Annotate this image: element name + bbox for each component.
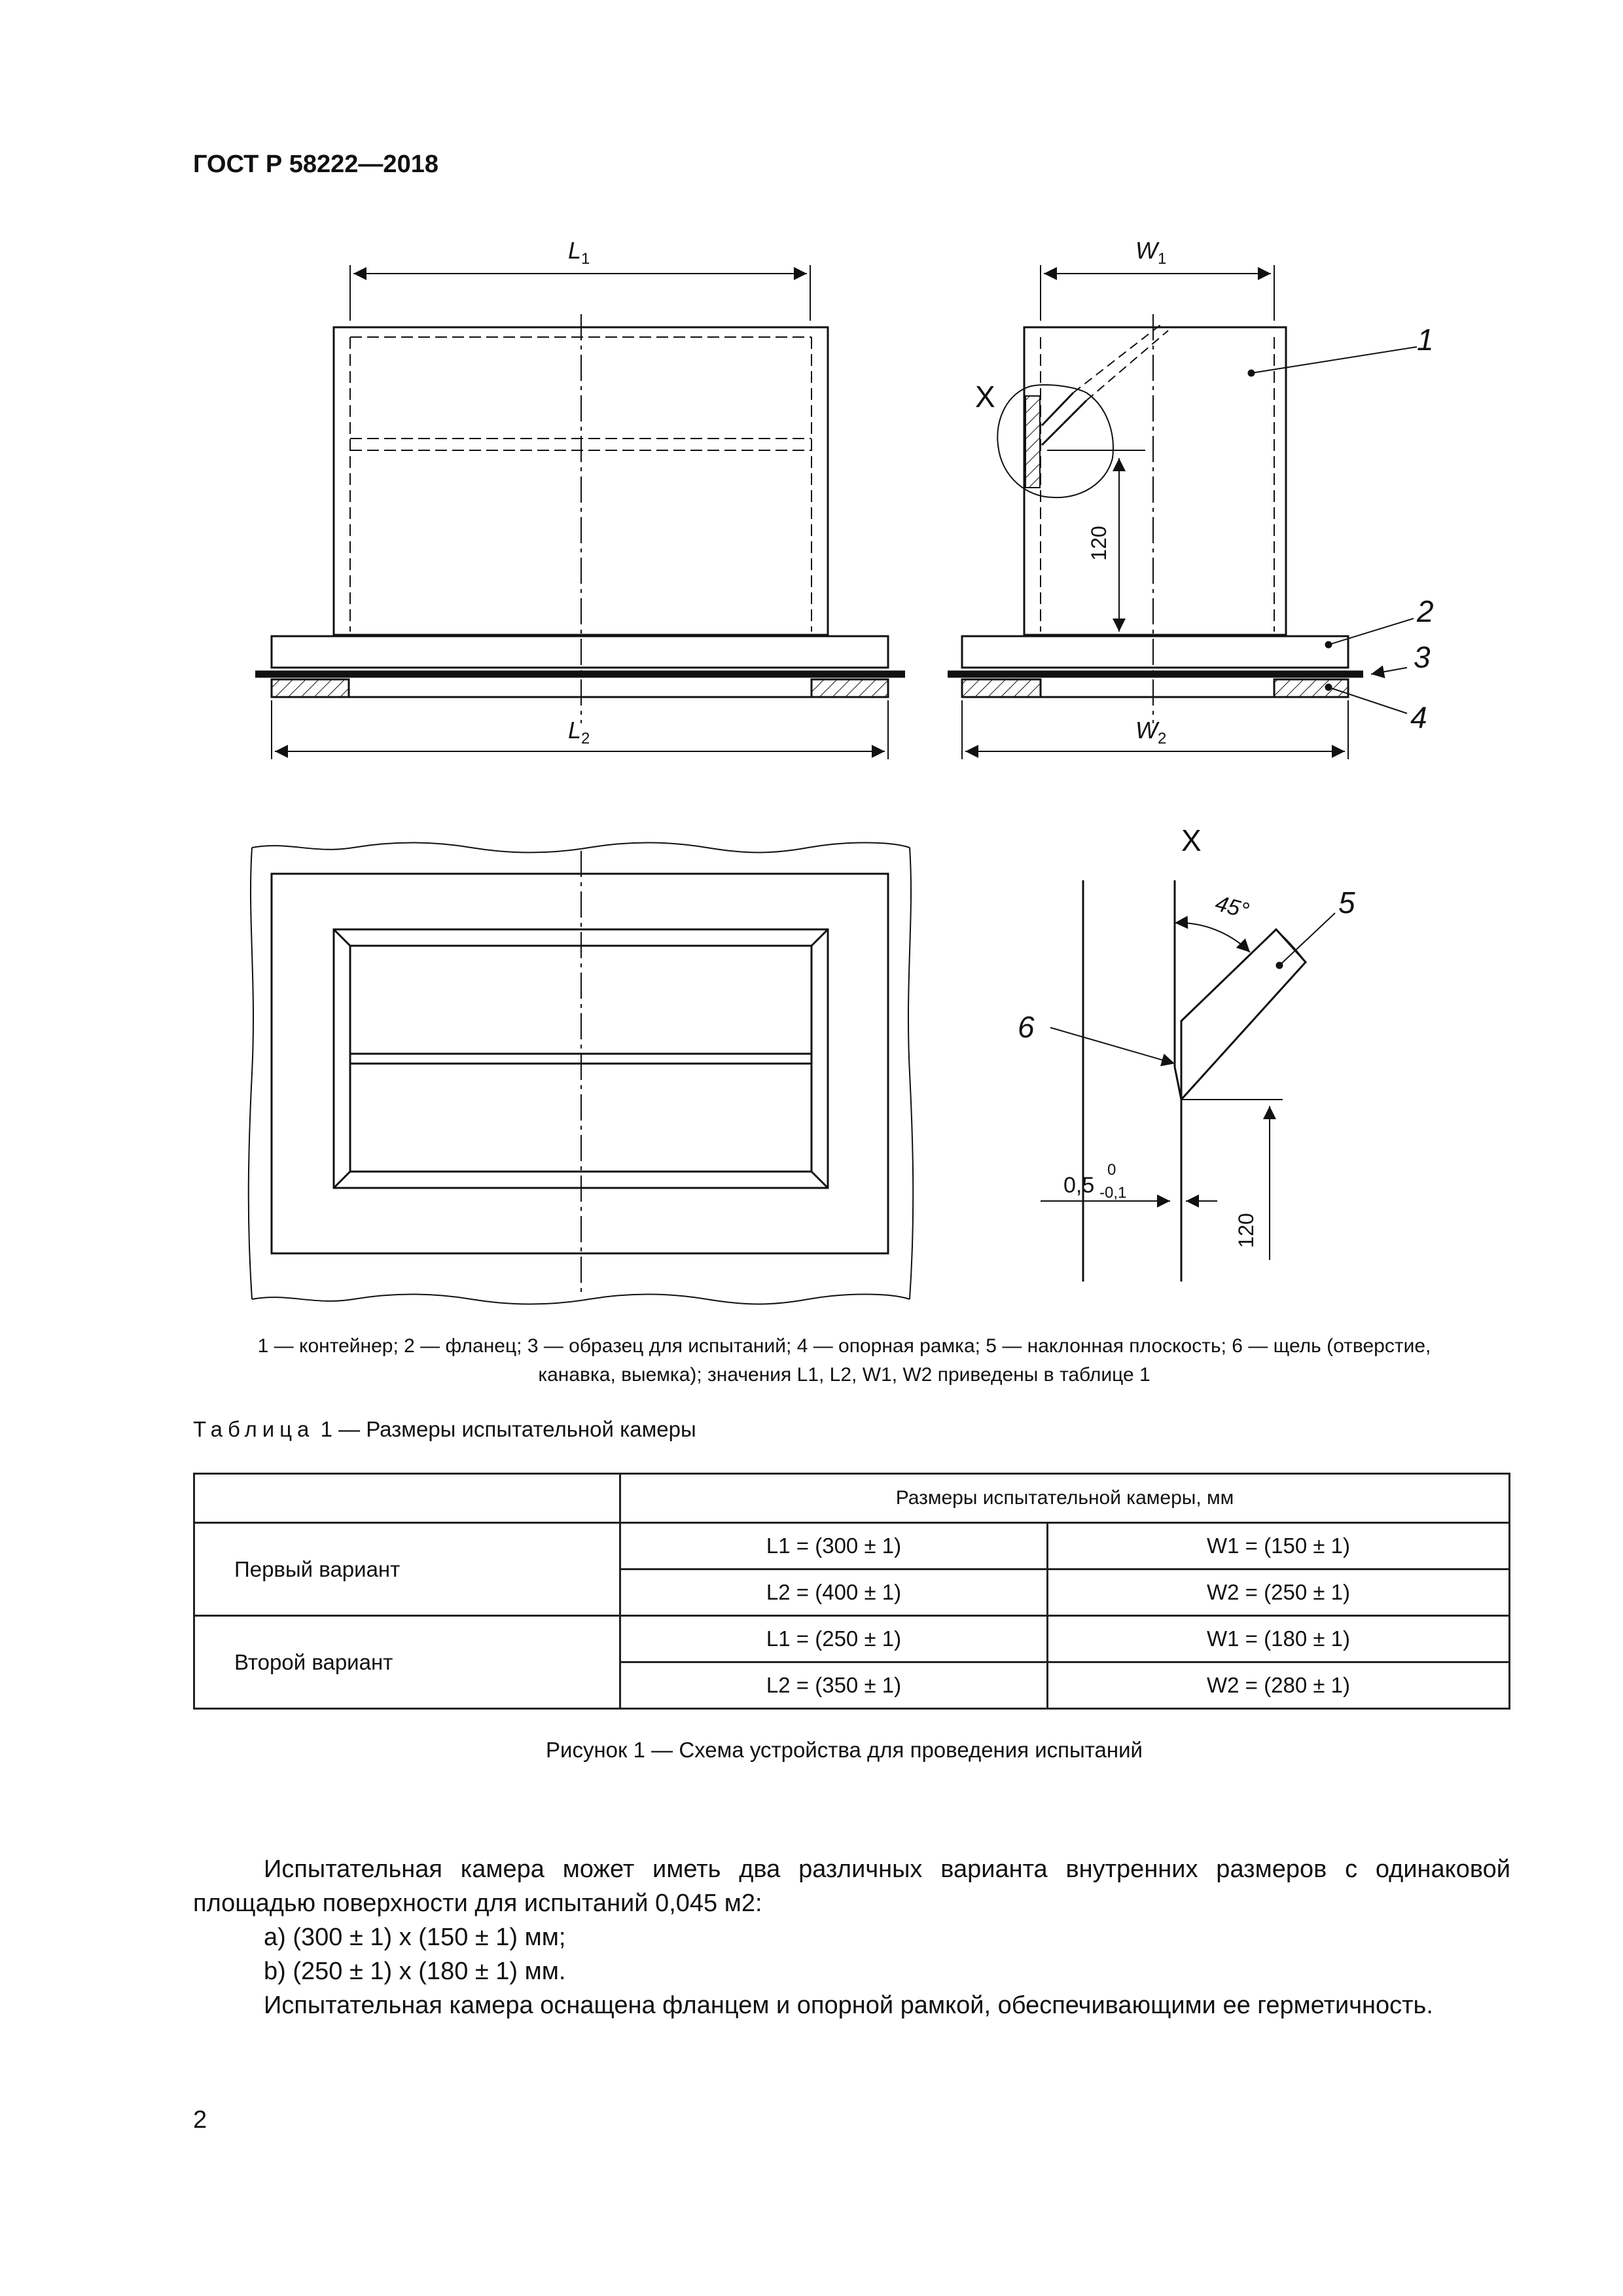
- front-view: [255, 265, 905, 759]
- body-paragraph-2: Испытательная камера оснащена фланцем и опорной рамкой, обеспечивающими ее герметичность.: [264, 1992, 1433, 2019]
- body-paragraph-1: Испытательная камера может иметь два различных варианта внутренних размеров с одинаковой площадью поверхности для испытаний 0,045 м2:: [193, 1856, 1510, 1917]
- label-view-x: X: [975, 380, 995, 414]
- label-detail-x: X: [1181, 823, 1202, 857]
- page-number: 2: [193, 2106, 207, 2134]
- table-cell-w1: W1 = (180 ± 1): [1048, 1616, 1510, 1662]
- label-l1: $L_1$: [568, 237, 590, 268]
- table-cell-w2: W2 = (280 ± 1): [1048, 1662, 1510, 1709]
- table-header-empty: [194, 1474, 620, 1523]
- callout-6: 6: [1018, 1010, 1035, 1044]
- table-caption: [193, 1417, 696, 1442]
- table-cell-w1: W1 = (150 ± 1): [1048, 1523, 1510, 1570]
- table-row: [194, 1523, 1510, 1570]
- table-cell-l2: L2 = (400 ± 1): [620, 1570, 1048, 1616]
- table-header-row: [194, 1474, 1510, 1523]
- callout-4: 4: [1410, 700, 1427, 734]
- table-cell-l1: L1 = (300 ± 1): [620, 1523, 1048, 1570]
- legend-line-2: канавка, выемка); значения L1, L2, W1, W2 приведены в таблице 1: [538, 1364, 1150, 1386]
- label-dim-120-detail: 120: [1234, 1213, 1258, 1248]
- figure-title: Рисунок 1 — Схема устройства для проведения испытаний: [546, 1738, 1143, 1762]
- dimensions-table: [193, 1473, 1510, 1710]
- legend-line-1: 1 — контейнер; 2 — фланец; 3 — образец для испытаний; 4 — опорная рамка; 5 — наклонная плоскость; 6 — щель (отверстие,: [257, 1335, 1431, 1357]
- callout-1: 1: [1417, 323, 1434, 357]
- callout-2: 2: [1417, 594, 1434, 628]
- table-caption-text: 1 — Размеры испытательной камеры: [320, 1417, 696, 1441]
- label-tolerance-upper: 0: [1107, 1161, 1116, 1179]
- document-header: ГОСТ Р 58222—2018: [193, 151, 438, 178]
- label-w2: $W_2$: [1135, 717, 1167, 747]
- label-tolerance-lower: -0,1: [1099, 1184, 1127, 1202]
- side-view: [948, 265, 1417, 759]
- table-cell-l2: L2 = (350 ± 1): [620, 1662, 1048, 1709]
- label-w1: $W_1$: [1135, 237, 1167, 268]
- figure-legend: [170, 1332, 1518, 1390]
- table-cell-l1: L1 = (250 ± 1): [620, 1616, 1048, 1662]
- callout-5: 5: [1338, 886, 1355, 920]
- callout-3: 3: [1414, 640, 1431, 674]
- label-tolerance: 0,5: [1063, 1173, 1095, 1198]
- list-item-b: b) (250 ± 1) x (180 ± 1) мм.: [264, 1958, 566, 1985]
- variant-label: Первый вариант: [194, 1523, 620, 1616]
- table-cell-w2: W2 = (250 ± 1): [1048, 1570, 1510, 1616]
- label-angle-45: 45°: [1212, 891, 1252, 924]
- table-header-cell: Размеры испытательной камеры, мм: [620, 1474, 1510, 1523]
- table-caption-word: Таблица: [193, 1417, 315, 1441]
- list-item-a: a) (300 ± 1) x (150 ± 1) мм;: [264, 1924, 566, 1951]
- detail-x: [1041, 880, 1335, 1282]
- label-l2: $L_2$: [568, 717, 590, 747]
- label-dim-120: 120: [1087, 526, 1111, 561]
- table-row: [194, 1616, 1510, 1662]
- plan-view: [249, 843, 914, 1304]
- variant-label: Второй вариант: [194, 1616, 620, 1709]
